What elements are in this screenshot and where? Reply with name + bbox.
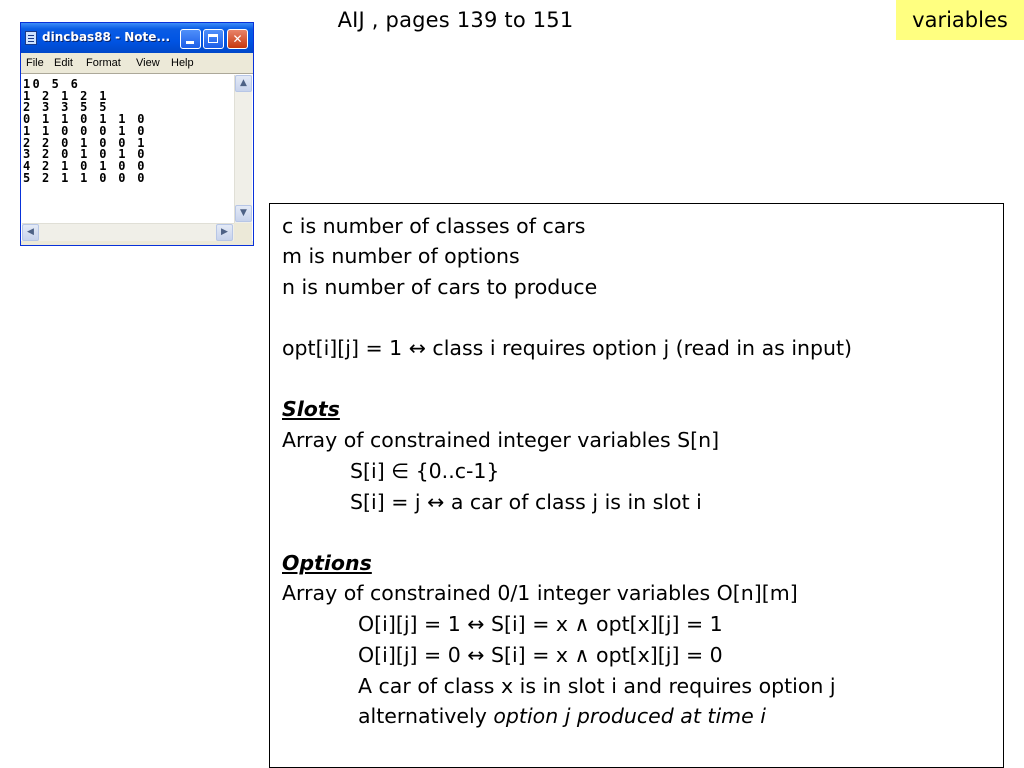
horizontal-scrollbar[interactable] <box>22 223 234 241</box>
slots-heading: Slots <box>282 397 340 421</box>
menu-edit[interactable]: Edit <box>54 57 73 69</box>
definition-m: m is number of options <box>282 244 520 268</box>
definition-n: n is number of cars to produce <box>282 275 598 299</box>
notepad-app-icon <box>25 31 37 45</box>
maximize-button[interactable] <box>203 29 224 49</box>
slide-title: AIJ , pages 139 to 151 <box>337 8 574 32</box>
scroll-down-arrow-icon[interactable]: ▼ <box>235 205 252 222</box>
notepad-text-area[interactable] <box>21 73 253 241</box>
options-line-5-prefix: alternatively <box>358 704 494 728</box>
options-line-3: O[i][j] = 0 ↔ S[i] = x ∧ opt[x][j] = 0 <box>358 643 723 667</box>
topic-tag: variables <box>896 0 1024 40</box>
minimize-icon <box>186 41 194 44</box>
options-heading: Options <box>282 551 372 575</box>
definition-c: c is number of classes of cars <box>282 214 586 238</box>
menu-format[interactable]: Format <box>86 57 121 69</box>
options-line-5 <box>358 704 766 728</box>
size-grip[interactable] <box>234 223 252 241</box>
options-line-5-italic: option j produced at time i <box>493 704 766 728</box>
notepad-titlebar[interactable] <box>21 23 253 53</box>
options-line-1: Array of constrained 0/1 integer variables O[n][m] <box>282 581 798 605</box>
menu-view[interactable]: View <box>136 57 160 69</box>
options-line-4: A car of class x is in slot i and requires option j <box>358 674 836 698</box>
menu-help[interactable]: Help <box>171 57 194 69</box>
notepad-content[interactable]: 10 5 6 1 2 1 2 1 2 3 3 5 5 0 1 1 0 1 1 0 1 1 0 0 0 1 0 2 2 0 1 0 0 1 3 2 0 1 0 1 0 4 2 1 0 1 0 0 5 2 1 1 0 0 0 <box>23 77 147 185</box>
scroll-right-arrow-icon[interactable]: ▶ <box>216 224 233 241</box>
menu-file[interactable]: File <box>26 57 44 69</box>
minimize-button[interactable] <box>180 29 201 49</box>
maximize-icon <box>208 34 218 43</box>
slots-line-1: Array of constrained integer variables S[n] <box>282 428 720 452</box>
slots-line-2: S[i] ∈ {0..c-1} <box>350 459 500 483</box>
opt-definition: opt[i][j] = 1 ↔ class i requires option j (read in as input) <box>282 336 853 360</box>
variables-description-box <box>269 203 1004 768</box>
close-button[interactable] <box>227 29 248 49</box>
scroll-left-arrow-icon[interactable]: ◀ <box>22 224 39 241</box>
scroll-up-arrow-icon[interactable]: ▲ <box>235 75 252 92</box>
vertical-scrollbar[interactable] <box>234 75 252 223</box>
options-line-2: O[i][j] = 1 ↔ S[i] = x ∧ opt[x][j] = 1 <box>358 612 723 636</box>
close-icon: ✕ <box>232 32 243 46</box>
notepad-title: dincbas88 - Note... <box>42 30 171 44</box>
slots-line-3: S[i] = j ↔ a car of class j is in slot i <box>350 490 702 514</box>
notepad-menubar <box>21 54 253 72</box>
notepad-window <box>20 22 254 246</box>
